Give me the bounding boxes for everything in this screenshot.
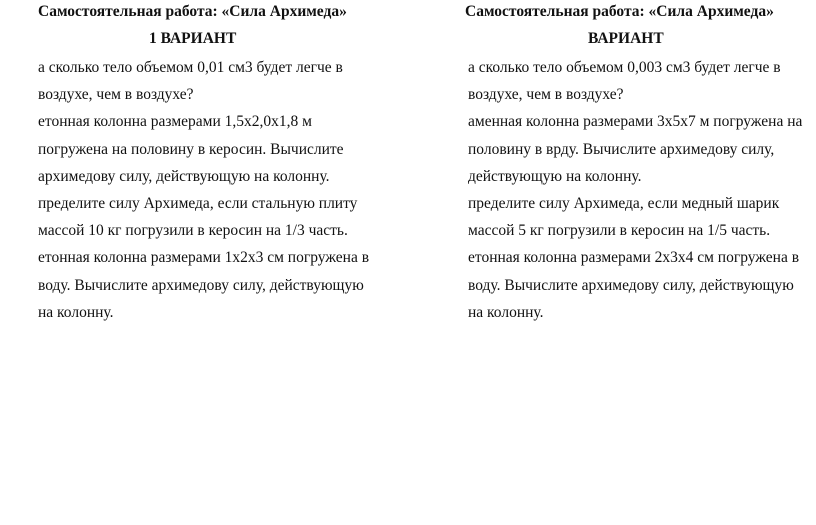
text-line: массой 5 кг погрузили в керосин на 1/5 часть. xyxy=(468,222,771,240)
text-line: массой 10 кг погрузили в керосин на 1/3 часть. xyxy=(38,222,348,240)
task-text xyxy=(468,58,802,330)
text-line: на колонну. xyxy=(468,303,544,321)
text-line: половину в врду. Вычислите архимедову силу, xyxy=(468,140,775,158)
variant-heading: 1 ВАРИАНТ xyxy=(149,30,237,47)
text-line: а сколько тело объемом 0,01 см3 будет легче в xyxy=(38,59,343,76)
text-line: действующую на колонну. xyxy=(468,167,642,185)
text-line: пределите силу Архимеда, если стальную плиту xyxy=(38,194,358,212)
text-line: воздухе, чем в воздухе? xyxy=(468,86,624,104)
text-line: пределите силу Архимеда, если медный шарик xyxy=(468,194,780,212)
text-line: аменная колонна размерами 3х5х7 м погружена на xyxy=(468,113,803,131)
text-line: на колонну. xyxy=(38,303,114,321)
text-line: воду. Вычислите архимедову силу, действующую xyxy=(38,276,364,294)
text-line: погружена на половину в керосин. Вычислите xyxy=(38,140,344,158)
text-line: етонная колонна размерами 2х3х4 см погружена в xyxy=(468,249,800,267)
text-line: етонная колонна размерами 1,5х2,0х1,8 м xyxy=(38,113,312,131)
text-line: архимедову силу, действующую на колонну. xyxy=(38,167,330,185)
worksheet-title: Самостоятельная работа: «Сила Архимеда» xyxy=(465,3,774,20)
text-line: воздухе, чем в воздухе? xyxy=(38,86,194,104)
text-line: воду. Вычислите архимедову силу, действующую xyxy=(468,276,794,294)
task-text xyxy=(38,58,369,330)
text-line: а сколько тело объемом 0,003 см3 будет легче в xyxy=(468,59,781,76)
variant-heading: ВАРИАНТ xyxy=(588,30,664,47)
worksheet-title: Самостоятельная работа: «Сила Архимеда» xyxy=(38,3,347,20)
text-line: етонная колонна размерами 1х2х3 см погружена в xyxy=(38,249,370,267)
